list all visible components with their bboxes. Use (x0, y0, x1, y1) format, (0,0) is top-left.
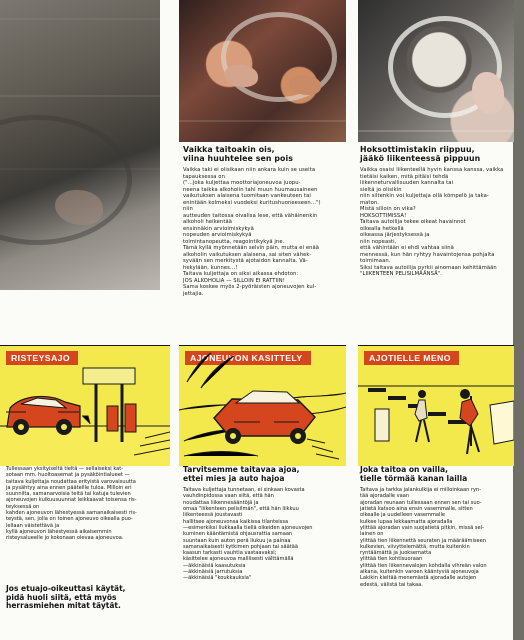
middle-caption-line-6: hallitsee ajoneuvonsa kaikissa tilanteissa (183, 518, 289, 525)
left-bottom-headline-line-1: Jos etuajo-oikeuttasi käytät, (6, 584, 126, 593)
right-body-line-8: HOKSOTTIMISSA! (360, 212, 407, 219)
middle-body-line-6: enintään kolmeksi vuodeksi kuritushuoneeseen...") (183, 199, 321, 206)
middle-caption-line-10: samanaikaisesti kytkimen pohjaan tai säätää (183, 543, 298, 550)
panel-label-ajoneuvon-kasittely: AJONEUVON KASITTELY (185, 351, 311, 365)
right-body-line-7: Mistä silloin on vika? (360, 206, 416, 212)
right-body-line-9: Taitava autoilija tekee oikeat havainnot (360, 219, 466, 225)
right-body-line-1: Vaikka osaisi liikenteellä hyvin kanssa kanssa, vaikka (360, 167, 504, 173)
right-caption-headline-line-1: Joka taitoa on vailla, (360, 465, 448, 474)
middle-body-line-9: alkoholi heikentää (183, 219, 233, 225)
right-body-line-12: niin nopeasti, (360, 238, 397, 245)
right-body-line-17: "LIIKENTEEN PELISILMÄÄNSÄ". (360, 271, 442, 277)
middle-caption-line-12: käsittelee ajoneuvoa malliisesti välttämällä (183, 556, 294, 563)
right-caption-line-14: aikana, kuitenkin varoen kääntyviä ajoneuvoja (360, 569, 479, 576)
right-caption-line-5: oikealle ja uudelleen vasemmalle (360, 512, 445, 519)
middle-headline (183, 145, 345, 163)
middle-headline-line-1: Vaikka taitoakin ois, (183, 145, 275, 154)
middle-caption-line-11: kaasun tarkasti vauhtia vastaavaksi; (183, 550, 277, 557)
right-body-line-4: sieltä jo olisikin (360, 186, 402, 193)
middle-caption-line-13: —äkkinäisiä kaasutuksia (183, 562, 246, 569)
right-headline (360, 145, 516, 163)
left-caption-line-5: suunnilta, samanarvoisia teitä tai katuja tulevien (6, 491, 131, 498)
right-body-line-11: oikeassa järjestyksessä ja (360, 232, 430, 238)
middle-body-line-3: ("...joka kuljettaa moottoriajoneuvoa juopu- (183, 180, 301, 186)
middle-caption-headline-line-1: Tarvitsemme taitavaa ajoa, (183, 465, 300, 474)
right-body-line-5: niin siltenkin voi kuljettaja ollä kömpelö ja taka- (360, 193, 489, 199)
panel-label-risteysajo: RISTEYSAJO (6, 351, 78, 365)
photo-drivers-wheel (179, 0, 346, 142)
right-caption-line-12: ylittää tien kohtisuoraan (360, 556, 423, 563)
middle-caption (183, 466, 343, 582)
illustration-vehicle-handling (179, 346, 346, 466)
right-caption-line-7: ylittää ajoradan vain suojatietä pitkin, missä sel- (360, 524, 484, 531)
panel-vehicle-handling (179, 345, 346, 466)
right-body-line-3: liikenneturvallisuuden kannalta tai (360, 180, 454, 186)
right-caption-line-6: kulkee lupaa lekkaamatta ajoradalla (360, 518, 453, 525)
middle-body-line-18: JOS ALKOHOLIA — SILLOIN EI RATTIIN! (183, 277, 285, 284)
left-caption (6, 466, 171, 542)
middle-headline-line-2: viina huuhtelee sen pois (183, 154, 293, 163)
right-caption-line-11: ryntäämättä ja juoksematta (360, 550, 432, 557)
right-caption-line-8: lainen on (360, 531, 384, 538)
middle-caption-line-2: vauhdinpidossa vaan siitä, että hän (183, 493, 274, 500)
middle-body-line-13: Tämä kyllä myönnetään selvin päin, mutta ei enää (183, 245, 320, 251)
middle-body-line-20: jettajia. (183, 290, 204, 297)
panel-label-ajotielle-meno: AJOTIELLE MENO (364, 351, 459, 365)
illustration-crossing (358, 346, 514, 466)
middle-caption-line-15: —äkkinäisiä "koukkauksia" (183, 575, 252, 582)
middle-body-line-2: tapauksessa on (183, 173, 225, 180)
left-caption-line-2: sotaan mm. huoltoasemat ja pysäköintialueet — (6, 472, 130, 479)
left-bottom-headline (6, 585, 170, 611)
left-bottom-headline-line-2: pidä huoli siitä, että myös (6, 592, 117, 602)
middle-body-line-12: toimintanopeutta, reagointikykyä jne. (183, 238, 285, 245)
left-caption-line-1: Tullessaan yksityiseltä tieltä — sellaiseksi kat- (6, 466, 124, 472)
right-body-line-6: maton. (360, 199, 379, 206)
middle-body-line-15: syvään sen merkitystä ajotaidon kannalta. Vä- (183, 258, 308, 264)
right-body-line-14: mennessä, kun hän ryhtyy havaintojensa pohjalta (360, 251, 495, 258)
middle-body-line-11: nopeuden arvioimiskykyä (183, 232, 252, 238)
left-caption-line-8: kahden ajoneuvon lähestyessä samanaikaisesti ris- (6, 510, 137, 517)
right-caption-line-1: Taitava ja tarkka jalankulkija ei milloinkaan ryn- (360, 487, 482, 494)
middle-caption-headline-line-2: ettei mies ja auto hajoa (183, 473, 285, 483)
right-body-line-10: oikealla hetkellä (360, 225, 404, 232)
right-caption-line-3: ajoradan reunaan tullessaan ennen sen tai suo- (360, 499, 482, 506)
middle-body-line-4: neena taikka alkoholin tahi muun huumausaineen (183, 186, 318, 193)
middle-caption-line-1: Taitava kuljettaja tunnetaan, ei sinkaan kovasta (183, 487, 305, 494)
panel-crossing (358, 345, 514, 466)
photo-steering-hand (358, 0, 514, 142)
left-bottom-headline-line-3: herrasmiehen mitat täytät. (6, 601, 121, 610)
right-body-line-2: tietäisi kaiken, mitä pitäisi tehdä (360, 173, 449, 180)
left-caption-line-3: taitava kuljettaja noudattaa erityistä varovaisuutta (6, 478, 136, 485)
middle-caption-line-8: kuminen kääntämistä ohjausrattia samaan (183, 531, 293, 538)
right-headline-line-1: Hoksottimistakin riippuu, (360, 145, 475, 154)
middle-caption-line-7: —esimerkiksi liukkaalla tiellä oikeiden ajoneuvojen (183, 524, 313, 531)
right-caption-line-15: Lakikin kieltää menemästä ajoradalle autojen (360, 575, 477, 582)
left-caption-line-9: teystä, sen, jolla on toinen ajoneuvo oikealla puo- (6, 516, 133, 523)
middle-body-line-17: Taitava kuljettaja on siksi aikassa ehdoton: (183, 271, 299, 277)
middle-body-line-7: niin (183, 206, 193, 212)
left-caption-line-4: ja pysähtyy aina ennen pääteille tuloa. Milloin eri (6, 484, 132, 491)
left-caption-line-10: lellaan väistettävä ja (6, 522, 60, 529)
right-caption-line-4: jatietä katsoo aina ensin vasemmalle, sitten (360, 506, 473, 513)
left-caption-line-6: ajoneuvojen kulkuusuunnat leikkaavat toisensa ris- (6, 497, 137, 504)
page-edge-shadow (513, 0, 524, 640)
right-body-line-16: Siksi taitava autoilija pyrkii ainomaan kehittämään (360, 264, 497, 271)
middle-body-line-5: vaikutuksen alaisena tuomitaan vankeuteen tai (183, 193, 311, 199)
middle-caption-headline (183, 466, 343, 483)
middle-body-line-10: ensinnäkin arvioimiskykyä (183, 225, 254, 232)
right-article (360, 145, 516, 278)
middle-article (183, 145, 345, 297)
middle-body-line-8: autteuden taitossa oivalisa lese, että vähäinenkin (183, 212, 318, 219)
illustration-intersection (0, 346, 170, 466)
middle-caption-line-9: suuntaan kuin auton perä liukuu ja painaa (183, 537, 291, 544)
middle-caption-line-4: omaa "liikenteen pelisilmän", että hän liikkuu (183, 506, 299, 513)
right-caption (360, 466, 514, 588)
right-headline-line-2: jääkö liikenteessä pippuun (360, 154, 481, 163)
middle-caption-line-5: liikenteessä joustavasti (183, 512, 243, 519)
right-caption-line-13: ylittää tien liikennevalojen kohdalla vihreän valon (360, 562, 487, 569)
photo-car-interior (0, 0, 160, 290)
panel-intersection (0, 345, 170, 466)
middle-caption-line-3: noudattaa liikennesääntöjä ja (183, 499, 259, 506)
middle-body-line-19: Sama koskee myös 2-pyöräisten ajoneuvojen kul- (183, 284, 317, 290)
left-caption-line-7: teyksessä on (6, 503, 40, 510)
right-caption-line-9: ylittää tien liikennettä seuraten ja määräämiseen (360, 537, 487, 544)
right-caption-line-10: kulkevien, viivyttelemättä, mutta kuitenkin (360, 543, 470, 550)
middle-body-line-16: hekylään, kunnes...! (183, 264, 238, 271)
middle-caption-line-14: —äkkinäisiä jarrutuksia (183, 569, 243, 576)
left-caption-line-12: risteysalueelle jo kokonaan olevaa ajoneuvoa. (6, 535, 124, 542)
right-body-line-15: toimimaan. (360, 258, 391, 264)
middle-body-line-14: alkoholin vaikutuksen alaisena, sai siten vähek- (183, 251, 312, 258)
left-caption-line-11: kyllä ajoneuvon lähestyessä aikaisemmin (6, 528, 112, 535)
right-caption-line-2: tää ajoradalle vaan (360, 493, 410, 500)
right-caption-line-16: edestä, välistä tai takaa. (360, 581, 423, 588)
right-body-line-13: että vähintään ei ehdi vahtaa siinä (360, 245, 454, 251)
middle-body-line-1: Vaikka taki ei olisikaan niin ankara kuin se useita (183, 167, 316, 173)
right-caption-headline-line-2: tielle törmää kanan lailla (360, 473, 468, 483)
right-caption-headline (360, 466, 514, 483)
